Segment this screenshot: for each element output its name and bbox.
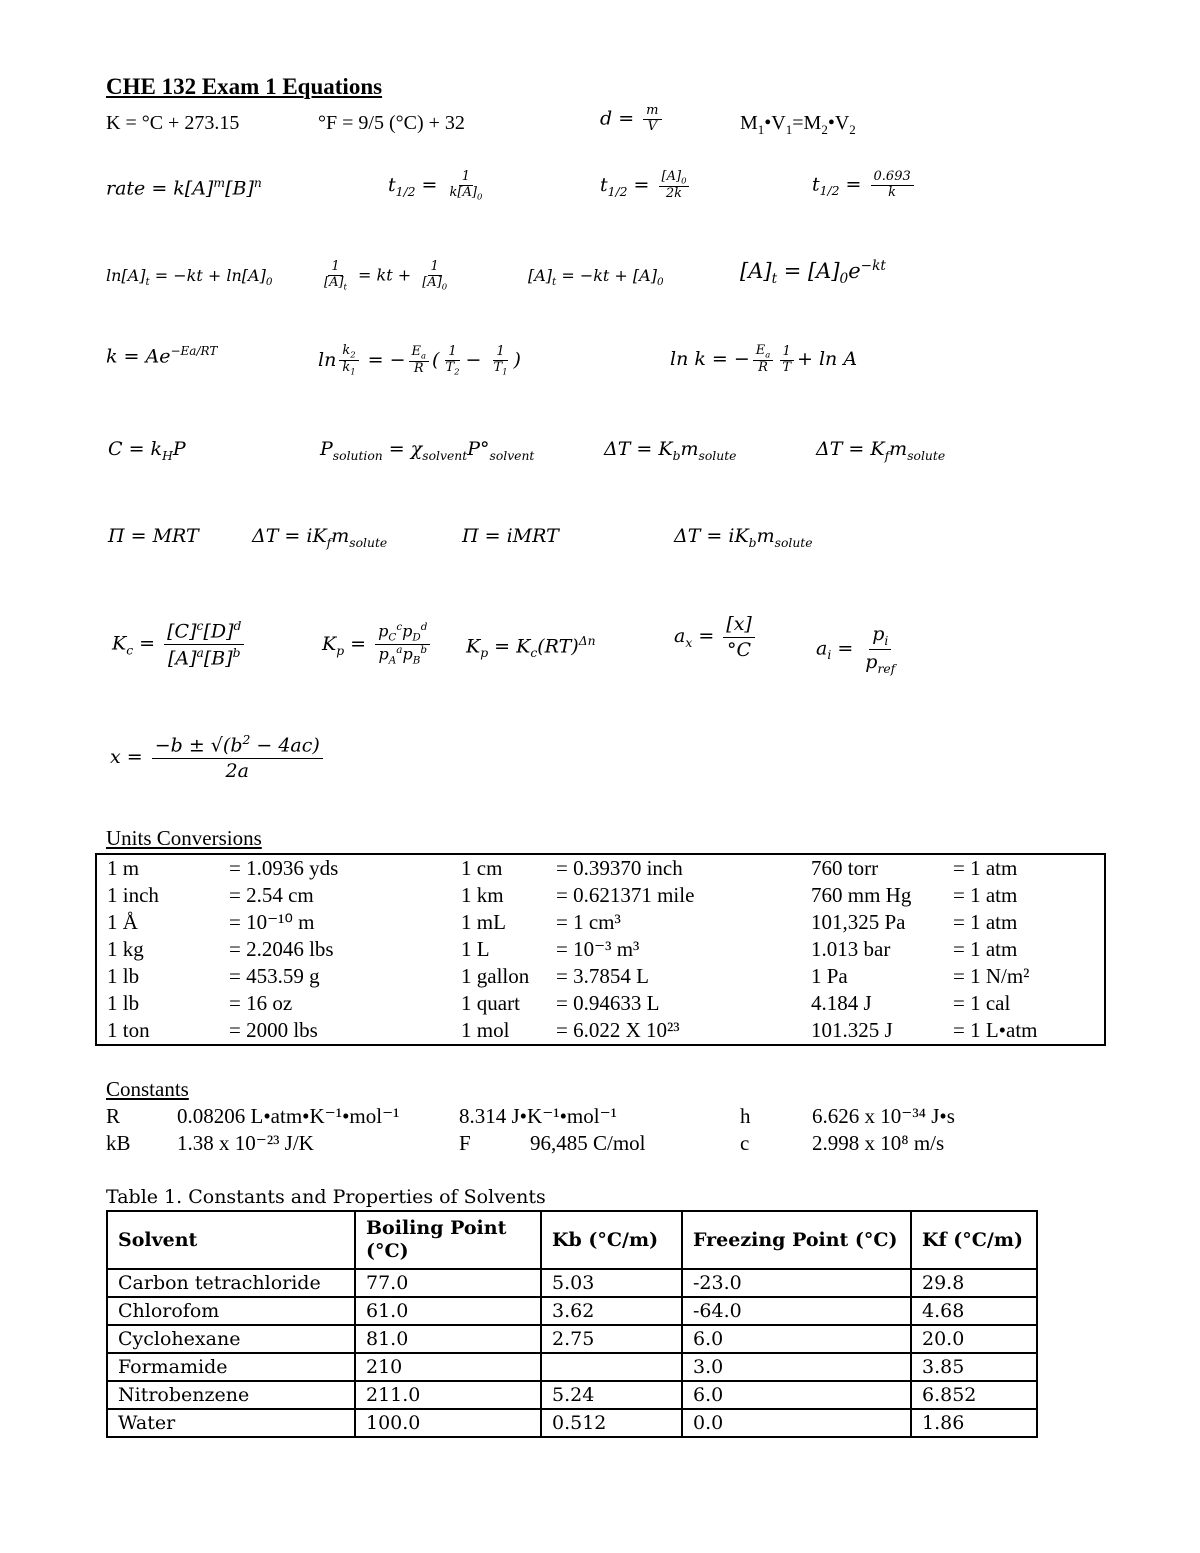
equation-henrys-law: $C = k_HP$ <box>108 438 186 463</box>
equation-half-life-first-order: $t_{1/2}$ = $\frac{0.693}{k}$ <box>812 170 917 201</box>
table-cell: 81.0 <box>355 1325 541 1353</box>
constant-kb-symbol: kB <box>106 1131 131 1155</box>
equation-freezing-point-depression: $\Delta T = K_fm_{solute}$ <box>816 438 946 463</box>
table-cell: = 1 N/m² <box>953 964 1030 988</box>
table-cell: 1 inch <box>107 883 159 907</box>
table-cell: = 2000 lbs <box>229 1018 318 1042</box>
table-cell: Formamide <box>107 1353 355 1381</box>
table-cell: 1.86 <box>911 1409 1037 1437</box>
table-cell: 760 mm Hg <box>811 883 912 907</box>
table-cell: = 3.7854 L <box>556 964 649 988</box>
table-cell: 5.24 <box>541 1381 682 1409</box>
equation-first-order-exponential: $[A]_t = [A]_0e^{-kt}$ <box>740 258 886 288</box>
equation-dilution: $M_1•V_1=M_2•V_2$ <box>740 112 856 137</box>
equation-zero-order-integrated: $[A]_t = -kt + [A]_0$ <box>528 266 664 289</box>
table-cell: Cyclohexane <box>107 1325 355 1353</box>
equation-activity-pressure: $a_i$ = $\frac{p_i}{p_{ref}}$ <box>816 623 896 676</box>
table-cell: Nitrobenzene <box>107 1381 355 1409</box>
equation-arrhenius-linear: ln k = − $\frac{E_a}{R}$ $\frac{1}{T}$ + ln A <box>670 343 858 376</box>
table-cell: = 1.0936 yds <box>229 856 339 880</box>
constant-kb-value: 1.38 x 10⁻²³ J/K <box>177 1131 314 1155</box>
column-header: Kf (°C/m) <box>911 1211 1037 1269</box>
table-cell: 2.75 <box>541 1325 682 1353</box>
equation-two-point-arrhenius: ln $\frac{k_2}{k_1}$ = − $\frac{E_a}{R}$ ( $\frac{1}{T_2}$ − $\frac{1}{T_1}$ ) <box>318 343 521 377</box>
table-cell: -64.0 <box>682 1297 911 1325</box>
column-header: Solvent <box>107 1211 355 1269</box>
table-cell: 760 torr <box>811 856 879 880</box>
equation-fahrenheit: °F = 9/5 (°C) + 32 <box>318 112 465 134</box>
table-cell: 61.0 <box>355 1297 541 1325</box>
equation-activity-concentration: $a_x$ = $\frac{[x]}{^\circ C}$ <box>674 612 758 662</box>
table-cell: -23.0 <box>682 1269 911 1297</box>
equation-kc: $K_c$ = $\frac{[C]^c[D]^d}{[A]^a[B]^b}$ <box>112 618 247 671</box>
table-cell: = 1 atm <box>953 910 1018 934</box>
table-cell: 1 quart <box>461 991 520 1015</box>
table-cell: 3.62 <box>541 1297 682 1325</box>
units-heading: Units Conversions <box>106 826 262 850</box>
constant-h-symbol: h <box>740 1104 751 1128</box>
table-cell: 1 mL <box>461 910 506 934</box>
table-cell: 1 km <box>461 883 504 907</box>
table-row <box>107 1381 1037 1409</box>
table-cell: 1 L <box>461 937 490 961</box>
table-cell: = 1 L•atm <box>953 1018 1038 1042</box>
table-cell: Chlorofom <box>107 1297 355 1325</box>
table-cell: = 453.59 g <box>229 964 320 988</box>
table-cell: 211.0 <box>355 1381 541 1409</box>
table-cell <box>541 1353 682 1381</box>
table-cell: 101.325 J <box>811 1018 893 1042</box>
table-cell: = 10⁻³ m³ <box>556 937 640 961</box>
equation-half-life-zero-order: $t_{1/2}$ = $\frac{[A]_0}{2k}$ <box>600 170 692 202</box>
table-row <box>107 1353 1037 1381</box>
equation-vant-hoff-freezing: $\Delta T = iK_fm_{solute}$ <box>252 525 388 550</box>
table-cell: = 6.022 X 10²³ <box>556 1018 680 1042</box>
column-header: Freezing Point (°C) <box>682 1211 911 1269</box>
table-row <box>107 1409 1037 1437</box>
equation-kp-kc: $K_p = K_c(RT)^{\Delta n}$ <box>466 634 596 661</box>
table-cell: = 2.2046 lbs <box>229 937 334 961</box>
constant-r-value-atm: 0.08206 L•atm•K⁻¹•mol⁻¹ <box>177 1104 400 1128</box>
table-cell: 101,325 Pa <box>811 910 906 934</box>
constant-c-value: 2.998 x 10⁸ m/s <box>812 1131 945 1155</box>
table-row <box>96 936 1105 963</box>
page-title: CHE 132 Exam 1 Equations <box>106 74 383 99</box>
equation-arrhenius: $k = Ae^{-Ea/RT}$ <box>106 344 218 368</box>
table-cell: 0.0 <box>682 1409 911 1437</box>
table-cell: = 1 atm <box>953 937 1018 961</box>
equation-vant-hoff-osmotic: Π = iMRT <box>462 525 559 547</box>
table-cell: Water <box>107 1409 355 1437</box>
table-cell: 1 m <box>107 856 140 880</box>
equation-raoults-law: $P_{solution} = \chi_{solvent}P^\circ_{solvent}$ <box>320 438 535 463</box>
table-row <box>107 1325 1037 1353</box>
constant-r-symbol: R <box>106 1104 121 1128</box>
table-cell: 1 cm <box>461 856 503 880</box>
equation-half-life-second-order: $t_{1/2}$ = $\frac{1}{k[A]_0}$ <box>388 169 483 202</box>
constant-r-value-joule: 8.314 J•K⁻¹•mol⁻¹ <box>459 1104 617 1128</box>
table-cell: 1 Pa <box>811 964 848 988</box>
constant-f-symbol: F <box>459 1131 471 1155</box>
column-header: Kb (°C/m) <box>541 1211 682 1269</box>
table-row <box>96 909 1105 936</box>
table-cell: = 1 atm <box>953 856 1018 880</box>
equation-first-order-integrated: $\ln[A]_t = -kt + \ln[A]_0$ <box>106 266 273 289</box>
table-cell: 1 lb <box>107 964 140 988</box>
table-cell: = 0.94633 L <box>556 991 660 1015</box>
equation-rate-law: rate = $k[A]^m[B]^n$ <box>106 176 262 200</box>
equation-boiling-point-elevation: $\Delta T = K_bm_{solute}$ <box>604 438 737 463</box>
table-cell: = 16 oz <box>229 991 293 1015</box>
equation-quadratic-formula: x = $\frac{-b \pm √(b^2 - 4ac)}{2a}$ <box>110 732 326 784</box>
table-cell: = 2.54 cm <box>229 883 314 907</box>
table-cell: 6.0 <box>682 1381 911 1409</box>
table-cell: = 1 atm <box>953 883 1018 907</box>
table-cell: 4.68 <box>911 1297 1037 1325</box>
table-cell: = 1 cal <box>953 991 1011 1015</box>
table-cell: 6.852 <box>911 1381 1037 1409</box>
table-cell: = 0.621371 mile <box>556 883 695 907</box>
table-cell: 29.8 <box>911 1269 1037 1297</box>
table-row <box>96 990 1105 1017</box>
table-cell: 1 lb <box>107 991 140 1015</box>
table-cell: = 10⁻¹⁰ m <box>229 910 315 934</box>
table-cell: = 1 cm³ <box>556 910 621 934</box>
table-cell: 210 <box>355 1353 541 1381</box>
table-cell: 77.0 <box>355 1269 541 1297</box>
solvent-table-caption: Table 1. Constants and Properties of Solvents <box>106 1186 546 1208</box>
constant-c-symbol: c <box>740 1131 750 1155</box>
table-cell: 3.0 <box>682 1353 911 1381</box>
table-row <box>96 963 1105 990</box>
table-row <box>107 1269 1037 1297</box>
equation-kelvin: K = °C + 273.15 <box>106 112 240 134</box>
table-cell: 6.0 <box>682 1325 911 1353</box>
equation-kp: $K_p$ = $\frac{p_C^cp_D^d}{p_A^ap_B^b}$ <box>322 622 433 668</box>
equation-density: d = $\frac{m}{V}$ <box>600 104 665 135</box>
table-cell: = 0.39370 inch <box>556 856 683 880</box>
table-cell: 4.184 J <box>811 991 872 1015</box>
table-row <box>96 1017 1105 1045</box>
table-cell: 1 mol <box>461 1018 510 1042</box>
equation-osmotic-pressure: Π = MRT <box>108 525 199 547</box>
table-cell: 3.85 <box>911 1353 1037 1381</box>
table-cell: 1 ton <box>107 1018 150 1042</box>
table-header-row <box>107 1211 1037 1269</box>
table-cell: 1 kg <box>107 937 144 961</box>
equation-vant-hoff-boiling: $\Delta T = iK_bm_{solute}$ <box>674 525 813 550</box>
units-conversions-table <box>95 853 1106 1046</box>
table-cell: 1 Å <box>107 910 138 934</box>
constants-heading: Constants <box>106 1077 189 1101</box>
table-cell: 5.03 <box>541 1269 682 1297</box>
table-cell: Carbon tetrachloride <box>107 1269 355 1297</box>
table-cell: 100.0 <box>355 1409 541 1437</box>
table-row <box>96 882 1105 909</box>
equation-second-order-integrated: $\frac{1}{[A]_t}$ = kt + $\frac{1}{[A]_0}$ <box>324 259 448 292</box>
table-row <box>96 854 1105 882</box>
constant-h-value: 6.626 x 10⁻³⁴ J•s <box>812 1104 955 1128</box>
table-cell: 20.0 <box>911 1325 1037 1353</box>
table-cell: 1 gallon <box>461 964 530 988</box>
column-header: Boiling Point (°C) <box>355 1211 541 1269</box>
table-row <box>107 1297 1037 1325</box>
table-cell: 1.013 bar <box>811 937 891 961</box>
constant-f-value: 96,485 C/mol <box>530 1131 646 1155</box>
solvent-properties-table <box>106 1210 1038 1438</box>
table-cell: 0.512 <box>541 1409 682 1437</box>
